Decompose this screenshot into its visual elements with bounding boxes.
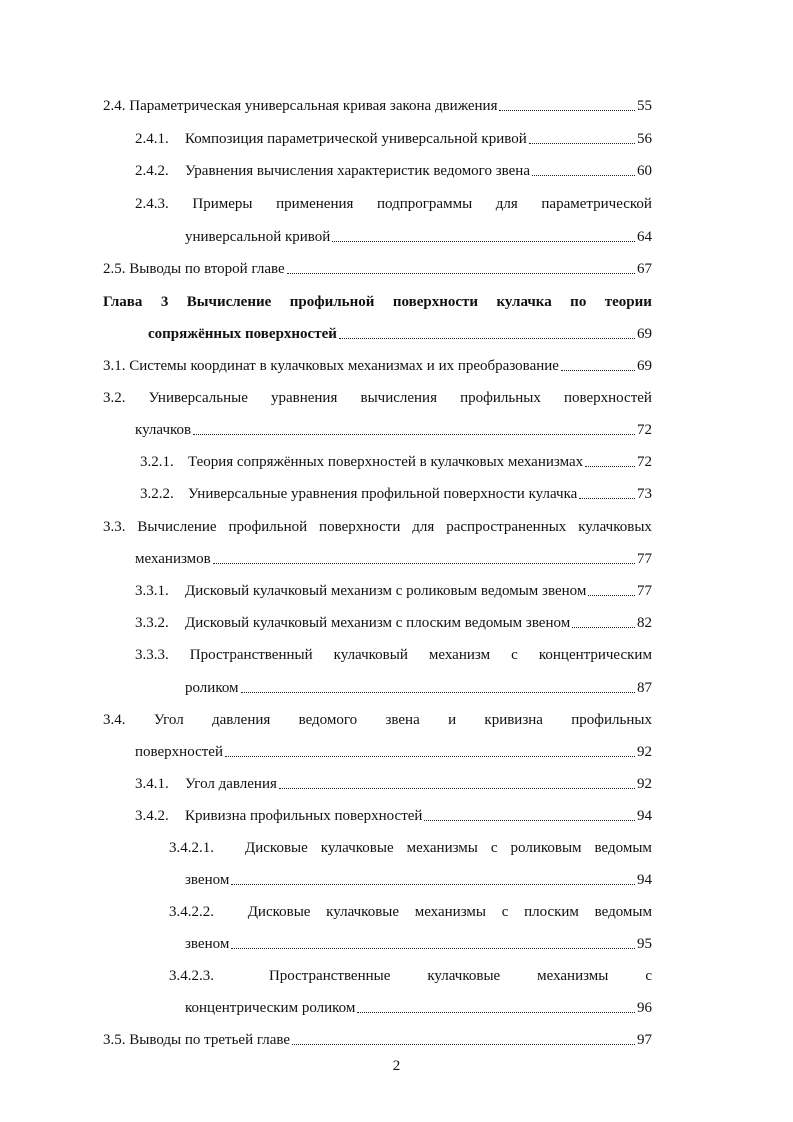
toc-word: профильной [289, 294, 375, 310]
toc-word: с [490, 840, 498, 856]
toc-entry-2-5[interactable] [103, 260, 652, 278]
toc-entry-3-4-2-1-cont[interactable] [185, 871, 652, 889]
dot-leader [279, 788, 635, 789]
toc-word: и [448, 712, 457, 728]
toc-page-number: 94 [637, 808, 652, 824]
toc-word: Пространственные [268, 968, 391, 984]
toc-page-number: 60 [637, 163, 652, 179]
toc-number: 3.5. [103, 1032, 126, 1048]
dot-leader [585, 466, 635, 467]
toc-number: 3.4. [103, 712, 126, 728]
toc-number: 3.4.2. [135, 808, 169, 824]
toc-entry-3-2-1[interactable] [140, 453, 652, 471]
toc-entry-3-4[interactable] [103, 711, 652, 729]
toc-word: кулачковые [427, 968, 501, 984]
toc-page-number: 94 [637, 872, 652, 888]
dot-leader [339, 338, 635, 339]
toc-word: концентрическим [538, 647, 652, 663]
toc-word: кулачковый [333, 647, 408, 663]
toc-title: механизмов [135, 551, 211, 567]
toc-title: Кривизна профильных поверхностей [185, 808, 423, 824]
toc-word: механизмы [537, 968, 609, 984]
toc-entry-3-4-cont[interactable] [135, 743, 652, 761]
dot-leader [579, 498, 635, 499]
toc-word: механизмы [414, 904, 486, 920]
toc-number: 3.2.1. [140, 454, 174, 470]
toc-entry-3-4-2-3[interactable] [169, 967, 652, 985]
toc-word: кулачковые [326, 904, 400, 920]
toc-chapter-3-cont[interactable] [148, 325, 652, 343]
toc-page-number: 69 [637, 358, 652, 374]
toc-page-number: 64 [637, 229, 652, 245]
dot-leader [424, 820, 635, 821]
toc-title: Параметрическая универсальная кривая закона движения [129, 98, 498, 114]
toc-word: подпрограммы [377, 196, 473, 212]
toc-title: Дисковый кулачковый механизм с плоским ведомым звеном [185, 615, 571, 631]
toc-entry-3-4-1[interactable] [135, 775, 652, 793]
toc-word: Пространственный [189, 647, 313, 663]
toc-number: 3.4.2.2. [169, 904, 214, 920]
toc-entry-2-4-1[interactable] [135, 130, 652, 148]
toc-word: кулачковые [320, 840, 394, 856]
dot-leader [572, 627, 635, 628]
toc-number: 3.3.2. [135, 615, 169, 631]
dot-leader [193, 434, 635, 435]
toc-page-number: 87 [637, 680, 652, 696]
toc-word: Вычисление [137, 519, 217, 535]
dot-leader [561, 370, 635, 371]
toc-word: Примеры [192, 196, 253, 212]
toc-title: Теория сопряжённых поверхностей в кулачковых механизмах [188, 454, 584, 470]
toc-page-number: 82 [637, 615, 652, 631]
toc-entry-3-4-2-3-cont[interactable] [185, 999, 652, 1017]
toc-page-number: 72 [637, 422, 652, 438]
toc-title: Дисковый кулачковый механизм с роликовым ведомым звеном [185, 583, 587, 599]
page-number: 2 [392, 1058, 401, 1074]
toc-title: универсальной кривой [185, 229, 331, 245]
toc-title: звеном [185, 936, 230, 952]
toc-entry-2-4-3[interactable] [135, 195, 652, 213]
toc-page-number: 55 [637, 98, 652, 114]
toc-word: кулачка [496, 294, 552, 310]
toc-number: 3.4.1. [135, 776, 169, 792]
toc-word: Дисковые [245, 840, 308, 856]
toc-number: 3.3. [103, 519, 126, 535]
toc-word: Глава [103, 294, 143, 310]
toc-number: 3.3.3. [135, 647, 169, 663]
toc-entry-3-4-2-2[interactable] [169, 903, 652, 921]
dot-leader [357, 1012, 635, 1013]
toc-number: 2.4.1. [135, 131, 169, 147]
toc-word: поверхностей [563, 390, 652, 406]
toc-number: 3.4.2.3. [169, 968, 214, 984]
dot-leader [532, 175, 635, 176]
toc-word: Дисковые [247, 904, 311, 920]
toc-title: кулачков [135, 422, 192, 438]
toc-word: поверхности [392, 294, 479, 310]
toc-word: профильных [460, 390, 541, 406]
toc-entry-3-4-2-2-cont[interactable] [185, 935, 652, 953]
toc-word: плоским [524, 904, 579, 920]
toc-entry-3-3-cont[interactable] [135, 550, 652, 568]
toc-word: механизмы [406, 840, 478, 856]
dot-leader [588, 595, 635, 596]
dot-leader [529, 143, 635, 144]
toc-number: 2.4. [103, 98, 126, 114]
toc-entry-3-2-cont[interactable] [135, 421, 652, 439]
toc-page-number: 77 [637, 551, 652, 567]
toc-word: Универсальные [148, 390, 248, 406]
dot-leader [332, 241, 635, 242]
toc-page-number: 96 [637, 1000, 652, 1016]
toc-word: механизм [428, 647, 491, 663]
toc-entry-3-4-2-1[interactable] [169, 839, 652, 857]
toc-page-number: 56 [637, 131, 652, 147]
toc-word: теории [604, 294, 652, 310]
toc-word: профильной [228, 519, 308, 535]
toc-entry-3-3-1[interactable] [135, 582, 652, 600]
toc-word: применения [276, 196, 354, 212]
toc-entry-3-2[interactable] [103, 389, 652, 407]
toc-page-number: 77 [637, 583, 652, 599]
toc-chapter-3[interactable] [103, 293, 652, 311]
toc-page-number: 92 [637, 776, 652, 792]
toc-entry-3-2-2[interactable] [140, 485, 652, 503]
toc-title: Системы координат в кулачковых механизмах и их преобразование [129, 358, 559, 374]
dot-leader [241, 692, 635, 693]
toc-word: Вычисление [186, 294, 272, 310]
toc-page-number: 73 [637, 486, 652, 502]
toc-number: 3.4.2.1. [169, 840, 214, 856]
toc-entry-2-4-2[interactable] [135, 162, 652, 180]
toc-word: Угол [153, 712, 184, 728]
toc-entry-3-1[interactable] [103, 357, 652, 375]
toc-title: звеном [185, 872, 230, 888]
toc-word: параметрической [541, 196, 652, 212]
toc-entry-3-4-2[interactable] [135, 807, 652, 825]
dot-leader [231, 948, 635, 949]
toc-word: по [570, 294, 587, 310]
toc-word: профильных [571, 712, 652, 728]
toc-word: с [511, 647, 518, 663]
toc-word: ведомым [594, 904, 652, 920]
toc-page-number: 69 [637, 326, 652, 342]
toc-word: ведомым [594, 840, 652, 856]
dot-leader [225, 756, 635, 757]
toc-word: вычисления [360, 390, 437, 406]
toc-title: Выводы по второй главе [129, 261, 285, 277]
toc-word: кривизна [484, 712, 543, 728]
toc-entry-3-5[interactable] [103, 1031, 652, 1049]
toc-title: поверхностей [135, 744, 223, 760]
toc-entry-3-3-2[interactable] [135, 614, 652, 632]
toc-number: 3.2.2. [140, 486, 174, 502]
toc-word: поверхности [319, 519, 401, 535]
toc-word: 3 [160, 294, 169, 310]
toc-page-number: 72 [637, 454, 652, 470]
toc-number: 3.3.1. [135, 583, 169, 599]
toc-entry-3-3-3-cont[interactable] [185, 679, 652, 697]
dot-leader [499, 110, 635, 111]
toc-word: звена [385, 712, 420, 728]
dot-leader [287, 273, 635, 274]
toc-word: для [495, 196, 518, 212]
toc-number: 2.5. [103, 261, 126, 277]
toc-word: ведомого [298, 712, 358, 728]
dot-leader [231, 884, 635, 885]
toc-word: кулачковых [578, 519, 652, 535]
dot-leader [213, 563, 635, 564]
toc-title: сопряжённых поверхностей [148, 326, 337, 342]
toc-page-number: 67 [637, 261, 652, 277]
toc-entry-2-4[interactable] [103, 97, 652, 115]
toc-number: 2.4.3. [135, 196, 169, 212]
toc-title: Угол давления [185, 776, 277, 792]
toc-page-number: 95 [637, 936, 652, 952]
toc-title: Выводы по третьей главе [129, 1032, 291, 1048]
toc-word: распространенных [446, 519, 567, 535]
toc-word: уравнения [270, 390, 338, 406]
toc-entry-3-3[interactable] [103, 518, 652, 536]
toc-title: Уравнения вычисления характеристик ведомого звена [185, 163, 530, 179]
toc-page-number: 92 [637, 744, 652, 760]
toc-entry-2-4-3-cont[interactable] [185, 228, 652, 246]
toc-word: для [412, 519, 435, 535]
toc-title: Композиция параметрической универсальной кривой [185, 131, 527, 147]
toc-title: концентрическим роликом [185, 1000, 356, 1016]
toc-word: с [645, 968, 652, 984]
toc-number: 3.2. [103, 390, 126, 406]
toc-title: Универсальные уравнения профильной поверхности кулачка [188, 486, 578, 502]
toc-number: 2.4.2. [135, 163, 169, 179]
toc-word: роликовым [510, 840, 582, 856]
toc-number: 3.1. [103, 358, 126, 374]
toc-word: давления [212, 712, 271, 728]
dot-leader [292, 1044, 635, 1045]
toc-entry-3-3-3[interactable] [135, 646, 652, 664]
toc-title: роликом [185, 680, 239, 696]
toc-word: с [501, 904, 509, 920]
toc-page-number: 97 [637, 1032, 652, 1048]
